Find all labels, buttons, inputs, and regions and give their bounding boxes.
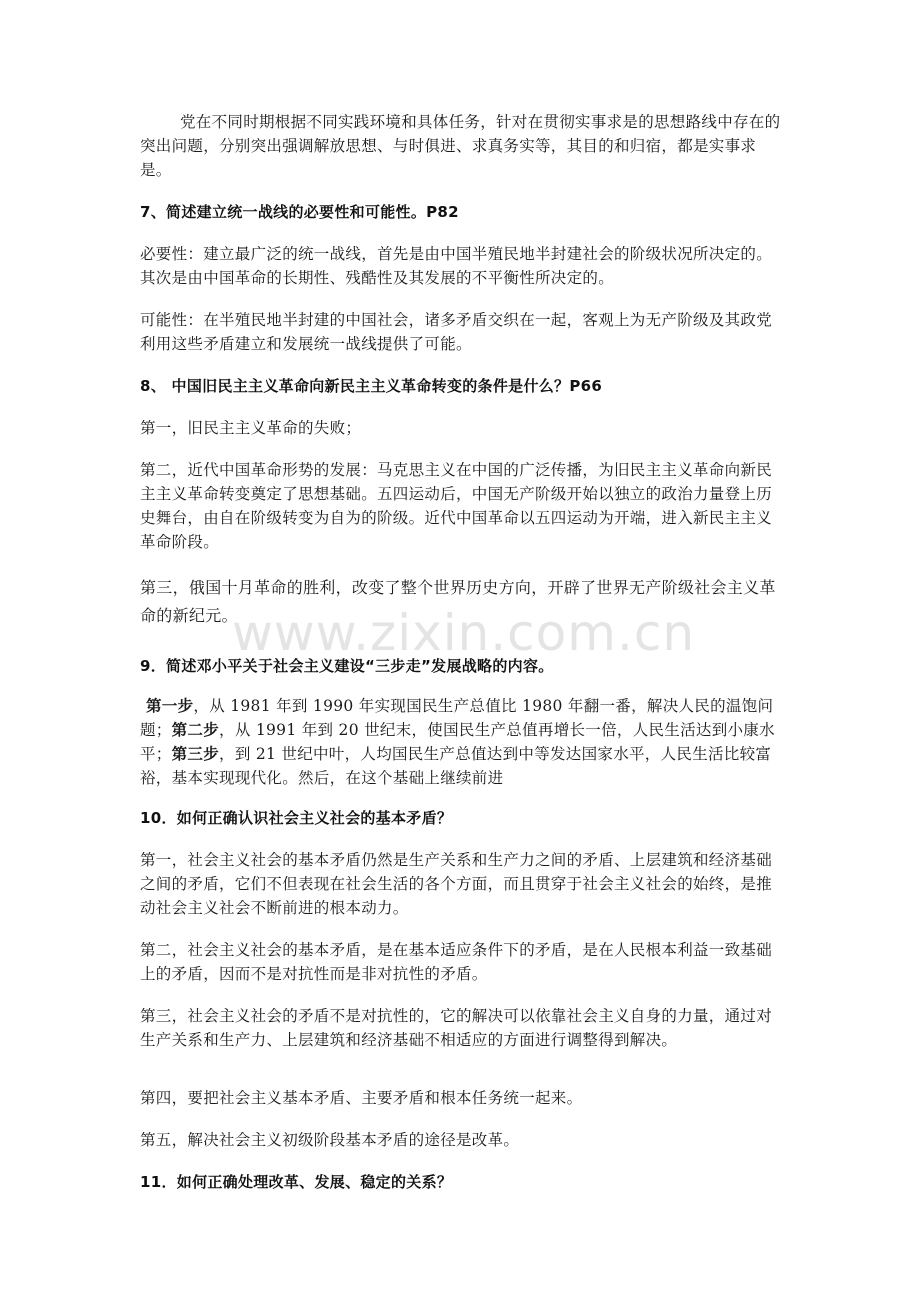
q9-heading: 9．简述邓小平关于社会主义建设“三步走”发展战略的内容。 — [140, 657, 554, 675]
q9-step2-text: ，从 1991 年到 20 世纪末，使国民生产总值再增长一倍，人民生活达到小康水平； — [140, 721, 775, 763]
q7-necessity-paragraph: 必要性：建立最广泛的统一战线，首先是由中国半殖民地半封建社会的阶级状况所决定的。其次是由中国革命的长期性、残酷性及其发展的不平衡性所决定的。 — [140, 245, 773, 287]
q9-step1-text: ，从 1981 年到 1990 年实现国民生产总值比 1980 年翻一番，解决人民的温饱问题； — [140, 697, 774, 739]
q9-step1-label: 第一步 — [146, 696, 194, 715]
q7-possibility-paragraph: 可能性：在半殖民地半封建的中国社会，诸多矛盾交织在一起，客观上为无产阶级及其政党利用这些矛盾建立和发展统一战线提供了可能。 — [140, 311, 773, 353]
q8-paragraph-1: 第一，旧民主主义革命的失败； — [140, 419, 362, 437]
q9-step3-text: ，到 21 世纪中叶，人均国民生产总值达到中等发达国家水平，人民生活比较富裕，基本实现现代化。然后，在这个基础上继续前进 — [140, 745, 772, 787]
q10-paragraph-1: 第一，社会主义社会的基本矛盾仍然是生产关系和生产力之间的矛盾、上层建筑和经济基础之间的矛盾，它们不但表现在社会生活的各个方面，而且贯穿于社会主义社会的始终，是推动社会主义社会不断前进的根本动力。 — [140, 851, 773, 917]
q10-paragraph-4: 第四，要把社会主义基本矛盾、主要矛盾和根本任务统一起来。 — [140, 1089, 583, 1107]
q10-paragraph-5: 第五，解决社会主义初级阶段基本矛盾的途径是改革。 — [140, 1131, 520, 1149]
q9-step2-label: 第二步 — [171, 720, 220, 739]
q8-paragraph-2: 第二，近代中国革命形势的发展：马克思主义在中国的广泛传播，为旧民主主义革命向新民主主义革命转变奠定了思想基础。五四运动后，中国无产阶级开始以独立的政治力量登上历史舞台，由自在阶级转变为自为的阶级。近代中国革命以五四运动为开端，进入新民主主义革命阶段。 — [140, 461, 773, 551]
q9-step3-label: 第三步 — [171, 744, 220, 763]
q8-paragraph-3: 第三，俄国十月革命的胜利，改变了整个世界历史方向，开辟了世界无产阶级社会主义革命的新纪元。 — [140, 578, 776, 625]
q11-heading: 11．如何正确处理改革、发展、稳定的关系？ — [140, 1173, 453, 1191]
q9-paragraph — [140, 694, 785, 790]
watermark: www.zixin.com.cn — [232, 604, 696, 662]
q8-heading: 8、 中国旧民主主义革命向新民主主义革命转变的条件是什么？P66 — [140, 377, 603, 395]
q7-heading: 7、简述建立统一战线的必要性和可能性。P82 — [140, 203, 459, 221]
intro-paragraph: 党在不同时期根据不同实践环境和具体任务，针对在贯彻实事求是的思想路线中存在的突出问题，分别突出强调解放思想、与时俱进、求真务实等，其目的和归宿，都是实事求是。 — [140, 113, 781, 179]
q10-heading: 10．如何正确认识社会主义社会的基本矛盾？ — [140, 809, 453, 827]
q10-paragraph-2: 第二，社会主义社会的基本矛盾，是在基本适应条件下的矛盾，是在人民根本利益一致基础上的矛盾，因而不是对抗性而是非对抗性的矛盾。 — [140, 941, 773, 983]
document-body — [140, 110, 785, 1194]
q10-paragraph-3: 第三，社会主义社会的矛盾不是对抗性的，它的解决可以依靠社会主义自身的力量，通过对生产关系和生产力、上层建筑和经济基础不相适应的方面进行调整得到解决。 — [140, 1007, 773, 1049]
